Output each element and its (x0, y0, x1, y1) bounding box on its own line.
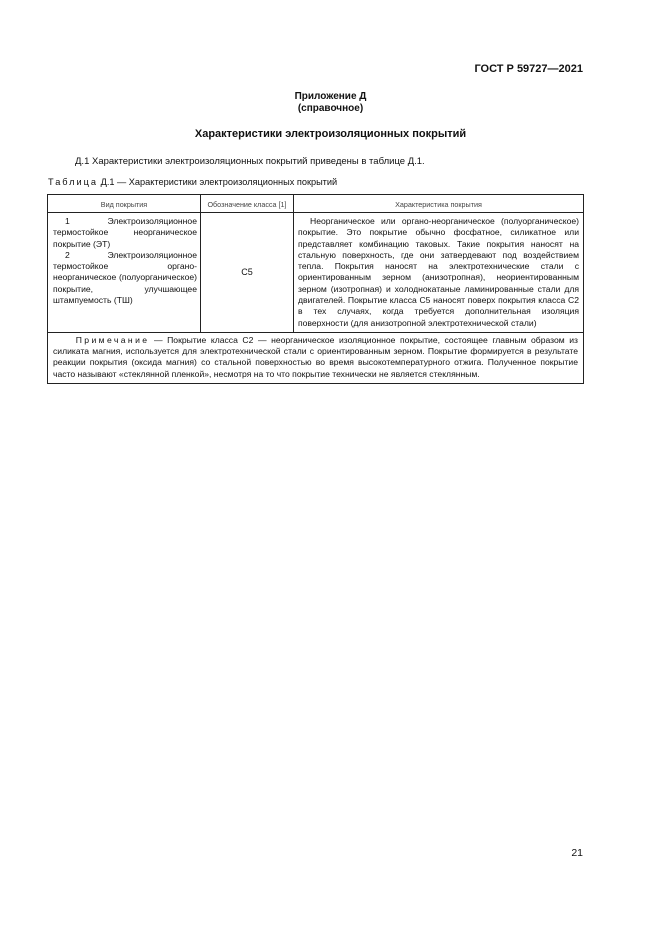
intro-paragraph: Д.1 Характеристики электроизоляционных покрытий приведены в таблице Д.1. (75, 156, 425, 167)
page-number: 21 (571, 847, 583, 859)
table-header-row (48, 195, 584, 213)
appendix-subtitle: (справочное) (297, 103, 364, 114)
note-text: — Покрытие класса С2 — неорганическое изоляционное покрытие, состоящее главным образом из силиката магния, используется для электротехнической стали с ориентированным зерном. Покрытие формируется в результате реакции покрытия (оксида магния) со стальной поверхностью во время высокотемпературного отжига. Полученное покрытие часто называют «стеклянной пленкой», несмотря на то что покрытие технически не является стеклянным. (53, 334, 578, 379)
coating-types-cell (48, 213, 201, 333)
coatings-table (47, 194, 584, 384)
table-note-row (48, 332, 584, 383)
class-cell: С5 (201, 213, 294, 333)
coating-type-2: 2 Электроизоляционное термостойкое органо-неорганическое (полуорганическое) покрытие, улучшающее штампуемость (ТШ) (53, 249, 197, 306)
table-caption-number: Д.1 (100, 177, 115, 187)
table-row (48, 213, 584, 333)
header-coating-type: Вид покрытия (48, 195, 201, 213)
document-number: ГОСТ Р 59727—2021 (474, 63, 583, 75)
appendix-title: Приложение Д (294, 91, 367, 102)
section-title: Характеристики электроизоляционных покрытий (194, 128, 467, 140)
table-caption-text: — Характеристики электроизоляционных покрытий (117, 177, 338, 187)
coating-type-1: 1 Электроизоляционное термостойкое неорганическое покрытие (ЭТ) (53, 216, 197, 249)
note-label: Примечание (75, 334, 150, 345)
table-caption-label: Таблица (48, 177, 99, 187)
table-note (48, 332, 584, 383)
table-caption (48, 177, 337, 187)
header-class: Обозначение класса [1] (201, 195, 294, 213)
characteristic-text: Неорганическое или органо-неорганическое (полуорганическое) покрытие. Это покрытие обычно фосфатное, силикатное или представляет комбинацию таковых. Такие покрытия наносят на стальную поверхность, где они затвердевают под воздействием тепла. Покрытия наносят на электротехнические стали с ориентированным зерном (анизотропная), неориентированным зерном (изотропная) и холоднокатаные ламинированные стали для двигателей. Покрытие класса С5 наносят поверх покрытия класса С2 в тех случаях, когда требуется дополнительная изоляция поверхности (для анизотропной электротехнической стали) (298, 216, 579, 328)
characteristic-cell (294, 213, 584, 333)
header-characteristic: Характеристика покрытия (294, 195, 584, 213)
